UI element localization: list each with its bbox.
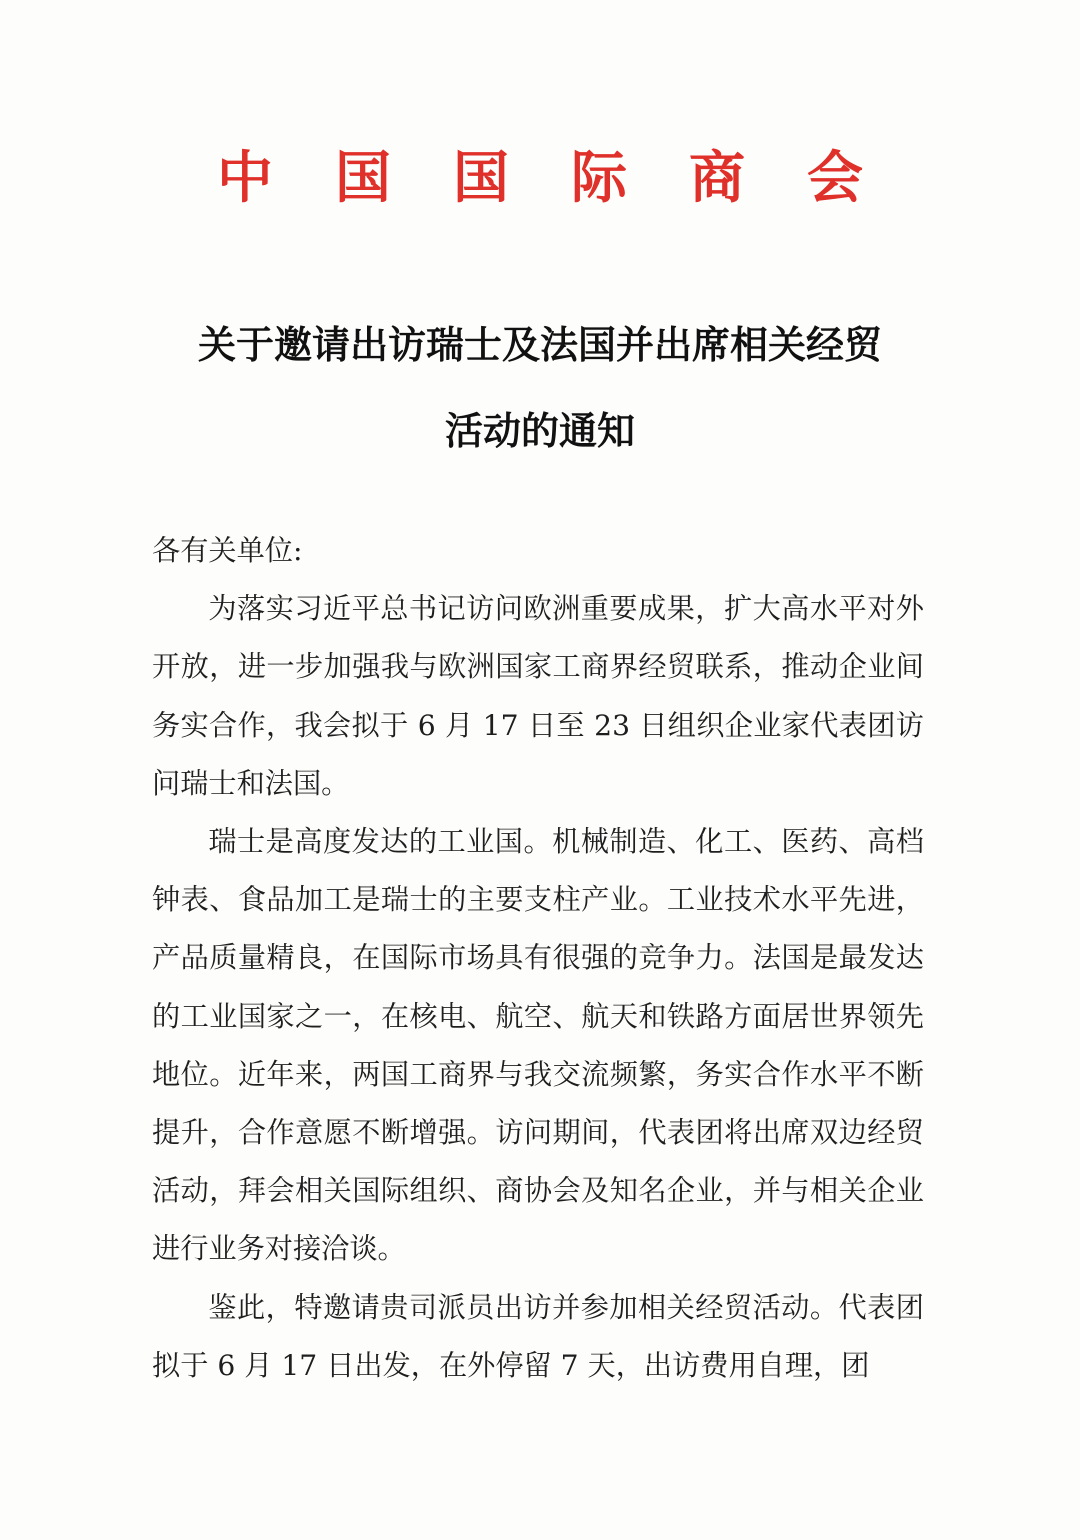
paragraph-2: 瑞士是高度发达的工业国。机械制造、化工、医药、高档钟表、食品加工是瑞士的主要支柱产业。工业技术水平先进，产品质量精良，在国际市场具有很强的竞争力。法国是最发达的工业国家之一，在核电、航空、航天和铁路方面居世界领先地位。近年来，两国工商界与我交流频繁，务实合作水平不断提升，合作意愿不断增强。访问期间，代表团将出席双边经贸活动，拜会相关国际组织、商协会及知名企业，并与相关企业进行业务对接洽谈。 [152, 825, 924, 1266]
document-body [152, 522, 924, 1395]
document-title-line-1: 关于邀请出访瑞士及法国并出席相关经贸 [197, 323, 882, 367]
document-title [150, 302, 930, 474]
letterhead-organization: 中国国际商会 [217, 145, 925, 211]
paragraph-3: 鉴此，特邀请贵司派员出访并参加相关经贸活动。代表团拟于 6 月 17 日出发，在外停留 7 天，出访费用自理，团 [152, 1290, 924, 1382]
document-title-line-2: 活动的通知 [444, 409, 635, 453]
salutation: 各有关单位: [152, 534, 303, 567]
paragraph-1: 为落实习近平总书记访问欧洲重要成果，扩大高水平对外开放，进一步加强我与欧洲国家工商界经贸联系，推动企业间务实合作，我会拟于 6 月 17 日至 23 日组织企业家代表团访问瑞士和法国。 [152, 592, 924, 800]
